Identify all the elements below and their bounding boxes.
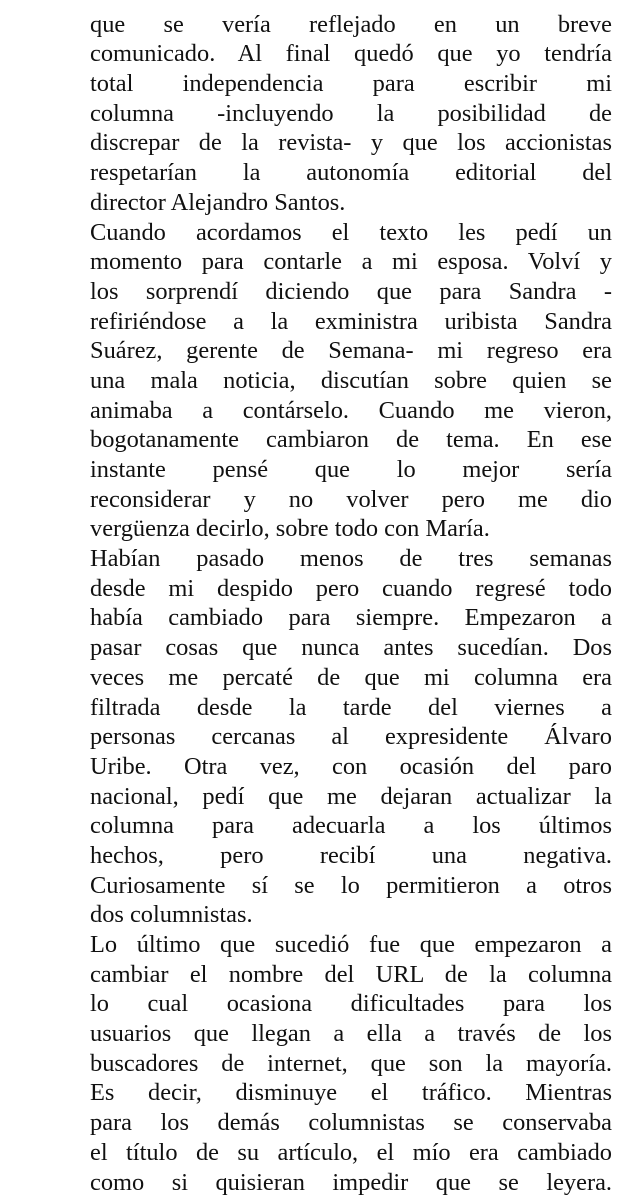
text-line: Uribe. Otra vez, con ocasión del paro [90, 752, 612, 780]
text-line: instante pensé que lo mejor sería [90, 456, 612, 483]
text-line: Cuando acordamos el texto les pedí un [90, 218, 612, 246]
text-line: nacional, pedí que me dejaran actualizar la [90, 782, 612, 810]
text-line: bogotanamente cambiaron de tema. En ese [90, 426, 612, 454]
text-line: momento para contarle a mi esposa. Volví y [90, 248, 612, 276]
document-page [90, 0, 612, 1197]
paragraph-1 [90, 0, 612, 218]
text-line: para los demás columnistas se conservaba [90, 1109, 612, 1137]
paragraph-3 [90, 544, 612, 930]
paragraph-4 [90, 930, 612, 1197]
text-line: dos columnistas. [90, 901, 253, 929]
text-line: vergüenza decirlo, sobre todo con María. [90, 515, 490, 543]
text-line: Es decir, disminuye el tráfico. Mientras [90, 1079, 612, 1107]
text-line: refiriéndose a la exministra uribista Sandra [90, 307, 612, 335]
text-line: columna para adecuarla a los últimos [90, 812, 612, 840]
text-line: veces me percaté de que mi columna era [90, 663, 612, 691]
text-line: buscadores de internet, que son la mayoría. [90, 1049, 612, 1077]
text-line: usuarios que llegan a ella a través de los [90, 1020, 612, 1048]
text-line: Suárez, gerente de Semana- mi regreso era [90, 337, 612, 365]
text-line: una mala noticia, discutían sobre quien se [90, 366, 612, 394]
text-line: los sorprendí diciendo que para Sandra - [90, 277, 612, 305]
text-line: Lo último que sucedió fue que empezaron a [90, 931, 612, 958]
text-line: comunicado. Al final quedó que yo tendría [90, 40, 612, 68]
text-line [90, 0, 612, 10]
text-line: respetarían la autonomía editorial del [90, 159, 612, 187]
text-line: columna -incluyendo la posibilidad de [90, 99, 612, 127]
text-line: había cambiado para siempre. Empezaron a [90, 604, 612, 632]
text-line: que se vería reflejado en un breve [90, 10, 612, 38]
text-line: animaba a contárselo. Cuando me vieron, [90, 396, 612, 424]
text-line: filtrada desde la tarde del viernes a [90, 693, 612, 721]
text-line: Curiosamente sí se lo permitieron a otros [90, 871, 612, 899]
text-line: total independencia para escribir mi [90, 70, 612, 98]
text-line: lo cual ocasiona dificultades para los [90, 990, 612, 1018]
text-line: desde mi despido pero cuando regresé todo [90, 574, 612, 602]
text-line: reconsiderar y no volver pero me dio [90, 485, 612, 513]
text-line: director Alejandro Santos. [90, 188, 346, 216]
text-line: discrepar de la revista- y que los accionistas [90, 129, 612, 157]
text-line: pasar cosas que nunca antes sucedían. Dos [90, 634, 612, 662]
text-line: hechos, pero recibí una negativa. [90, 841, 612, 869]
text-line: personas cercanas al expresidente Álvaro [90, 723, 612, 751]
text-line: Habían pasado menos de tres semanas [90, 545, 612, 573]
paragraph-2 [90, 218, 612, 545]
text-line: cambiar el nombre del URL de la columna [90, 960, 612, 988]
text-line: el título de su artículo, el mío era cambiado [90, 1138, 612, 1166]
text-line: como si quisieran impedir que se leyera. [90, 1168, 612, 1196]
